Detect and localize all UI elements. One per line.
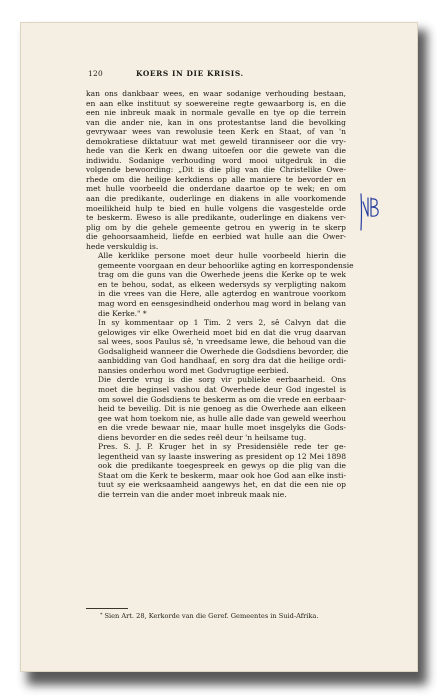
text-line: Godsaligheid wanneer die Owerhede die Godsdiens bevorder, die	[98, 346, 349, 356]
text-line: in die vrees van die Here, alle agterdog en wantroue voorkom	[98, 289, 346, 299]
running-title: KOERS IN DIE KRISIS.	[136, 69, 244, 78]
text-line: gelowiges vir elke Owerheid moet bid en dat die vrug daarvan	[98, 327, 346, 337]
text-line: aan die predikante, ouderlinge en diakens in alle voorkomende	[86, 194, 346, 204]
footnote-text: Sien Art. 28, Kerkorde van die Geref. Gemeentes in Suid-Afrika.	[104, 612, 319, 620]
text-line: hede verskuldig is.	[86, 241, 159, 251]
text-line: legentheid van sy laaste inswering as president op 12 Mei 1898	[98, 451, 346, 461]
text-line: nansies onderhou word met Godvrugtige eerbied.	[98, 365, 289, 375]
text-line: mag word en eensgesindheid onderhou mag word in belang van	[98, 299, 346, 309]
body-text	[86, 89, 354, 500]
text-line: die Kerke." *	[98, 308, 147, 318]
text-line: demokratiese diktatuur wat met geweld tiranniseer oor die vry-	[86, 136, 346, 146]
text-line: heid te beveilig. Dit is nie genoeg as die Owerhede aan elkeen	[98, 404, 346, 414]
text-line: Alle kerklike persone moet deur hulle voorbeeld hierin die	[98, 251, 346, 261]
text-line: rhede om die heilige kerkdiens op alle maniere te bevorder en	[86, 174, 346, 184]
text-line: Pres. S. J. P. Kruger het in sy Presidensiële rede ter ge-	[98, 442, 346, 452]
text-line: te beskerm. Eweso is alle predikante, ouderlinge en diakens ver-	[86, 213, 346, 223]
text-line: plig om by die gehele gemeente getrou en ywerig in te skerp	[86, 222, 346, 232]
text-line: volgende bewoording: „Dit is die plig van die Christelike Owe-	[86, 165, 346, 175]
text-line: met hulle voorbeeld die onderdane daartoe op te wek; en om	[86, 184, 346, 194]
text-line: die terrein van die ander moet inbreuk maak nie.	[98, 489, 287, 499]
text-line: Die derde vrug is die sorg vir publieke eerbaarheid. Ons	[98, 375, 346, 385]
footnote	[100, 612, 350, 620]
text-line: indiwidu. Sodanige verhouding word mooi uitgedruk in die	[86, 155, 346, 165]
text-line: ook die predikante toegespreek en gewys op die plig van die	[98, 461, 346, 471]
text-line: en die vrede bewaar nie, maar hulle moet insgelyks die Gods-	[98, 423, 346, 433]
paragraph	[86, 375, 346, 442]
text-line: en te behou, sodat, as elkeen wedersyds sy verpligting nakom	[98, 279, 346, 289]
paragraph	[86, 442, 346, 499]
text-line: In sy kommentaar op 1 Tim. 2 vers 2, sê Calvyn dat die	[98, 318, 346, 328]
text-line: Staat om die Kerk te beskerm, maar ook hoe God aan elke insti-	[98, 470, 346, 480]
text-line: sal wees, soos Paulus sê, 'n vreedsame lewe, die behoud van die	[98, 337, 346, 347]
text-line: hede van die Kerk en dwang uitoefen oor die gewete van die	[86, 146, 346, 156]
footnote-rule	[86, 608, 128, 609]
paragraph	[86, 251, 354, 318]
text-line: gemeente voorgaan en deur behoorlike agting en korrespondensie	[98, 260, 354, 270]
text-line: een nie inbreuk maak in normale gevalle en tye op die terrein	[86, 108, 346, 118]
paragraph	[86, 318, 349, 375]
nb-ink-mark	[359, 190, 399, 236]
text-line: tuut sy eie werksaamheid aangewys het, en dat die een nie op	[98, 480, 346, 490]
text-line: moet die beginsel vashou dat Owerhede deur God ingestel is	[98, 384, 346, 394]
text-line: om sowel die Godsdiens te beskerm as om die vrede en eerbaar-	[98, 394, 346, 404]
text-line: aanbidding van God handhaaf, en sorg dra dat die heilige ordi-	[98, 356, 346, 366]
text-line: en aan elke instituut sy soewereine regte gewaarborg is, en die	[86, 98, 346, 108]
page-number: 120	[88, 69, 104, 78]
text-line: van die ander nie, kan in ons protestantse land die bevolking	[86, 117, 346, 127]
text-line: gevrywaar wees van rewolusie teen Kerk en Staat, of van 'n	[86, 127, 346, 137]
paragraph	[86, 89, 346, 251]
text-line: diens bevorder en die sedes reël deur 'n heilsame tug.	[98, 432, 307, 442]
text-line: moeilikheid hulp te bied en hulle volgens die vasgestelde orde	[86, 203, 346, 213]
book-page	[20, 22, 418, 672]
text-line: kan ons dankbaar wees, en waar sodanige verhouding bestaan,	[86, 89, 346, 98]
footnote-marker: *	[100, 612, 103, 618]
text-line: gee wat hom toekom nie, as hulle alle dade van geweld weerhou	[98, 413, 346, 423]
text-line: die gehoorsaamheid, liefde en eerbied wat hulle aan die Ower-	[86, 232, 346, 242]
text-line: trag om die guns van die Owerhede jeens die Kerke op te wek	[98, 270, 346, 280]
handwritten-nb-annotation	[359, 190, 399, 236]
